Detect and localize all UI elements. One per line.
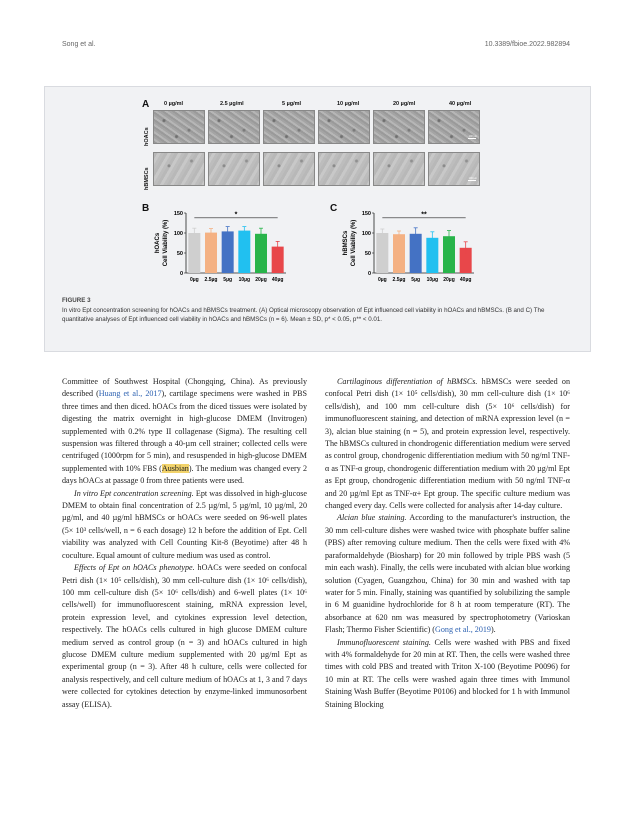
micrograph-hoacs-4 — [373, 110, 425, 144]
figure-caption-text: In vitro Ept concentration screening for hOACs and hBMSCs treatment. (A) Optical microscopy observation of Ept influenced cell viability in hOACs and hBMSCs. (B and C) The quantitative analyses of Ept influenced cell viability in hOACs and hBMSCs (n = 6). Mean ± SD, p* < 0.05, p** < 0.01. — [62, 307, 545, 323]
bar — [376, 233, 388, 273]
citation-link[interactable]: Huang et al., 2017 — [98, 389, 162, 399]
x-tick-label: 10µg — [426, 277, 439, 283]
highlighted-text: Ausbian — [161, 463, 189, 473]
paragraph — [325, 376, 570, 512]
scalebar-label: 100 µm — [468, 177, 477, 180]
paragraph-heading: Cartilaginous differentiation of hBMSCs. — [337, 377, 478, 386]
conc-label-4: 20 µg/ml — [393, 101, 416, 107]
y-axis-label: Cell Viability (%) — [351, 219, 357, 267]
x-tick-label: 0µg — [377, 277, 387, 283]
y-tick-label: 150 — [361, 211, 371, 217]
micrograph-hbmscs-1 — [208, 152, 260, 186]
x-tick-label: 2.5µg — [204, 277, 218, 283]
conc-label-3: 10 µg/ml — [337, 101, 360, 107]
y-tick-label: 100 — [361, 231, 371, 237]
scalebar-label: 100 µm — [468, 135, 477, 138]
bar — [188, 233, 200, 273]
micrograph-hbmscs-4 — [373, 152, 425, 186]
paragraph — [62, 488, 307, 562]
conc-label-5: 40 µg/ml — [449, 101, 472, 107]
bar — [393, 234, 405, 273]
y-tick-label: 0 — [179, 271, 183, 277]
bar — [222, 231, 234, 273]
text: Committee of Southwest Hospital (Chongqing, China). As previously described ( — [62, 377, 307, 399]
x-tick-label: 5µg — [223, 277, 233, 283]
panel-b-label: B — [142, 203, 150, 214]
micrograph-hbmscs-3 — [318, 152, 370, 186]
conc-label-0: 0 µg/ml — [164, 101, 184, 107]
bar — [255, 234, 267, 273]
text: According to the manufacturer's instruction, the 30 mm cell-culture dishes were washed twice with phosphate buffer saline (PBS) after removing culture medium. Then the cells were fixed with 4% paraformaldehyde (Biosharp) for 20 min followed by triple PBS wash (5 min each wash). Finally, the cells were incubated with alcian blue working solution (Cyagen, Guangzhou, China) for 30 min and washed with tap water for 5 min. Finally, staining was quantified by solubilizing the sample in 6 M guanidine hydrochloride for 8 h at room temperature (RT). The absorbance at 620 nm was measured by spectrophotometry (Varioskan Flash; Thermo Fisher Scientific) ( — [325, 513, 571, 635]
micrograph-hbmscs-2 — [263, 152, 315, 186]
paragraph-heading: Alcian blue staining. — [337, 513, 407, 523]
text: Ept was dissolved in high-glucose DMEM to obtain final concentration of 2.5 µg/ml, 5 µg/ml, 10 µg/ml, 20 µg/ml, and 40 µg/ml hBMSCs or hOACs were seeded on 96-well plates (5× 10³ cells/well, n = 6 each dosage) 12 h before the addition of Ept. Cell viability was analyzed with Cell Counting Kit-8 (Beyotime) after 48 h coculture. Equal amount of culture medium was used as control. — [62, 488, 307, 560]
paragraph-heading: In vitro Ept concentration screening. — [74, 488, 194, 498]
x-tick-label: 10µg — [238, 277, 251, 283]
y-axis-label: hBMSCs — [343, 230, 349, 256]
figure-caption-label: FIGURE 3 — [62, 297, 91, 304]
paragraph — [62, 376, 307, 488]
paragraph-heading: Immunofluorescent staining. — [337, 637, 431, 647]
scalebar — [468, 138, 476, 139]
bar — [205, 233, 217, 273]
micrograph-hoacs-3 — [318, 110, 370, 144]
panel-c-label: C — [330, 203, 338, 214]
significance-marker: ** — [421, 211, 427, 219]
y-tick-label: 0 — [367, 271, 371, 277]
panel-a-label: A — [142, 99, 150, 110]
significance-marker: * — [234, 211, 238, 219]
row-label-hoacs: hOACs — [144, 127, 150, 146]
y-tick-label: 100 — [173, 231, 183, 237]
conc-label-2: 5 µg/ml — [282, 101, 302, 107]
conc-label-1: 2.5 µg/ml — [220, 101, 244, 107]
row-label-hbmscs: hBMSCs — [144, 167, 150, 190]
micrograph-hoacs-5 — [428, 110, 480, 144]
text: ). — [490, 625, 496, 635]
bar — [238, 231, 250, 273]
y-axis-label: hOACs — [155, 232, 161, 254]
micrograph-hoacs-1 — [208, 110, 260, 144]
x-tick-label: 40µg — [459, 277, 472, 283]
body-column-left — [62, 376, 307, 711]
citation-link[interactable]: Gong et al., 2019 — [435, 625, 491, 635]
micrograph-hbmscs-5 — [428, 152, 480, 186]
x-tick-label: 20µg — [255, 277, 267, 283]
x-tick-label: 0µg — [189, 277, 199, 283]
text: hBMSCs were seeded on confocal Petri dish (1× 10⁵ cells/dish), 30 mm cell-culture dish (1× 10⁶ cells/dish), and 100 mm cell-culture dish (5× 10⁶ cells/dish) for immunofluorescent staining, and detection of mRNA expression level (n = 3), alcian blue staining (n = 5), and protein expression level, respectively. The hBMSCs cultured in chondrogenic differentiation medium were served as control group, chondrogenic differentiation medium with 50 ng/ml TNF-α as TNF-α group, chondrogenic differentiation medium with 20 µg/ml Ept as Ept group, chondrogenic differentiation medium with 50 ng/ml TNF-α and 20 µg/ml Ept as TNF-α+ Ept group. The specific culture medium was changed every day. Cells were collected for analysis after 14-day culture. — [325, 377, 571, 511]
bar-chart-hoacs-viability — [150, 203, 300, 291]
text: ), cartilage specimens were washed in PBS three times and then diced. hOACs from the diced tissues were isolated by digesting the matrix overnight in high-glucose DMEM (Invitrogen) supplemented with 0.2% type II collagenase (Sigma). The resulting cell suspension was filtered through a 40-µm cell strainer; collected cells were centrifuged (1000rpm for 5 min), and resuspended in high-glucose DMEM supplemented with 10% FBS ( — [62, 389, 307, 473]
x-tick-label: 20µg — [443, 277, 455, 283]
x-tick-label: 2.5µg — [392, 277, 406, 283]
running-header-authors: Song et al. — [62, 41, 96, 48]
y-tick-label: 50 — [364, 251, 371, 257]
figure-caption — [62, 296, 572, 324]
y-tick-label: 150 — [173, 211, 183, 217]
text: hOACs were seeded on confocal Petri dish (1× 10⁵ cells/dish), 30 mm cell-culture dish (1× 10⁶ cells/dish), 100 mm cell-culture dish (5× 10⁶ cells/dish) and 6-well plates (1× 10⁶ cells/well) for immunofluorescent staining, mRNA expression level, protein expression level, and cytokines expression level detection, respectively. The hOACs cells cultured in high glucose DMEM culture medium served as control group (n = 3) and hOACs cultured in high glucose DMEM culture medium supplemented with 20 µg/ml Ept as experimental group (n = 3). After 48 h culture, cells were collected for analysis respectively, and cell culture medium of hOACs at 1, 3 and 7 days were collected for cytokines detection by enzyme-linked immunosorbent assay (ELISA). — [62, 563, 307, 709]
x-tick-label: 40µg — [271, 277, 284, 283]
paragraph — [325, 512, 570, 636]
paragraph-heading: Effects of Ept on hOACs phenotype. — [74, 563, 195, 573]
micrograph-hoacs-2 — [263, 110, 315, 144]
body-column-right — [325, 376, 570, 711]
micrograph-hbmscs-0 — [153, 152, 205, 186]
paragraph — [62, 562, 307, 711]
y-tick-label: 50 — [176, 251, 183, 257]
bar-chart-hbmscs-viability — [338, 203, 488, 291]
y-axis-label: Cell Viability (%) — [163, 219, 169, 267]
running-header-doi: 10.3389/fbioe.2022.982894 — [484, 41, 570, 48]
scalebar — [468, 180, 476, 181]
text: Cells were washed with PBS and fixed with 4% formaldehyde for 20 min at RT. Then, the cells were washed three times with cold PBS and treated with Triton X-100 (Beyotime P0096) for 10 min at RT. The cells were washed again three times with Immunol Staining Wash Buffer (Beyotime P0106) and blocked for 1 h with Immunol Staining Blocking — [325, 637, 570, 709]
x-tick-label: 5µg — [411, 277, 421, 283]
micrograph-hoacs-0 — [153, 110, 205, 144]
text: ). The medium was changed every 2 days hOACs at passage 0 from three patients were used. — [62, 463, 307, 486]
paragraph — [325, 637, 570, 711]
